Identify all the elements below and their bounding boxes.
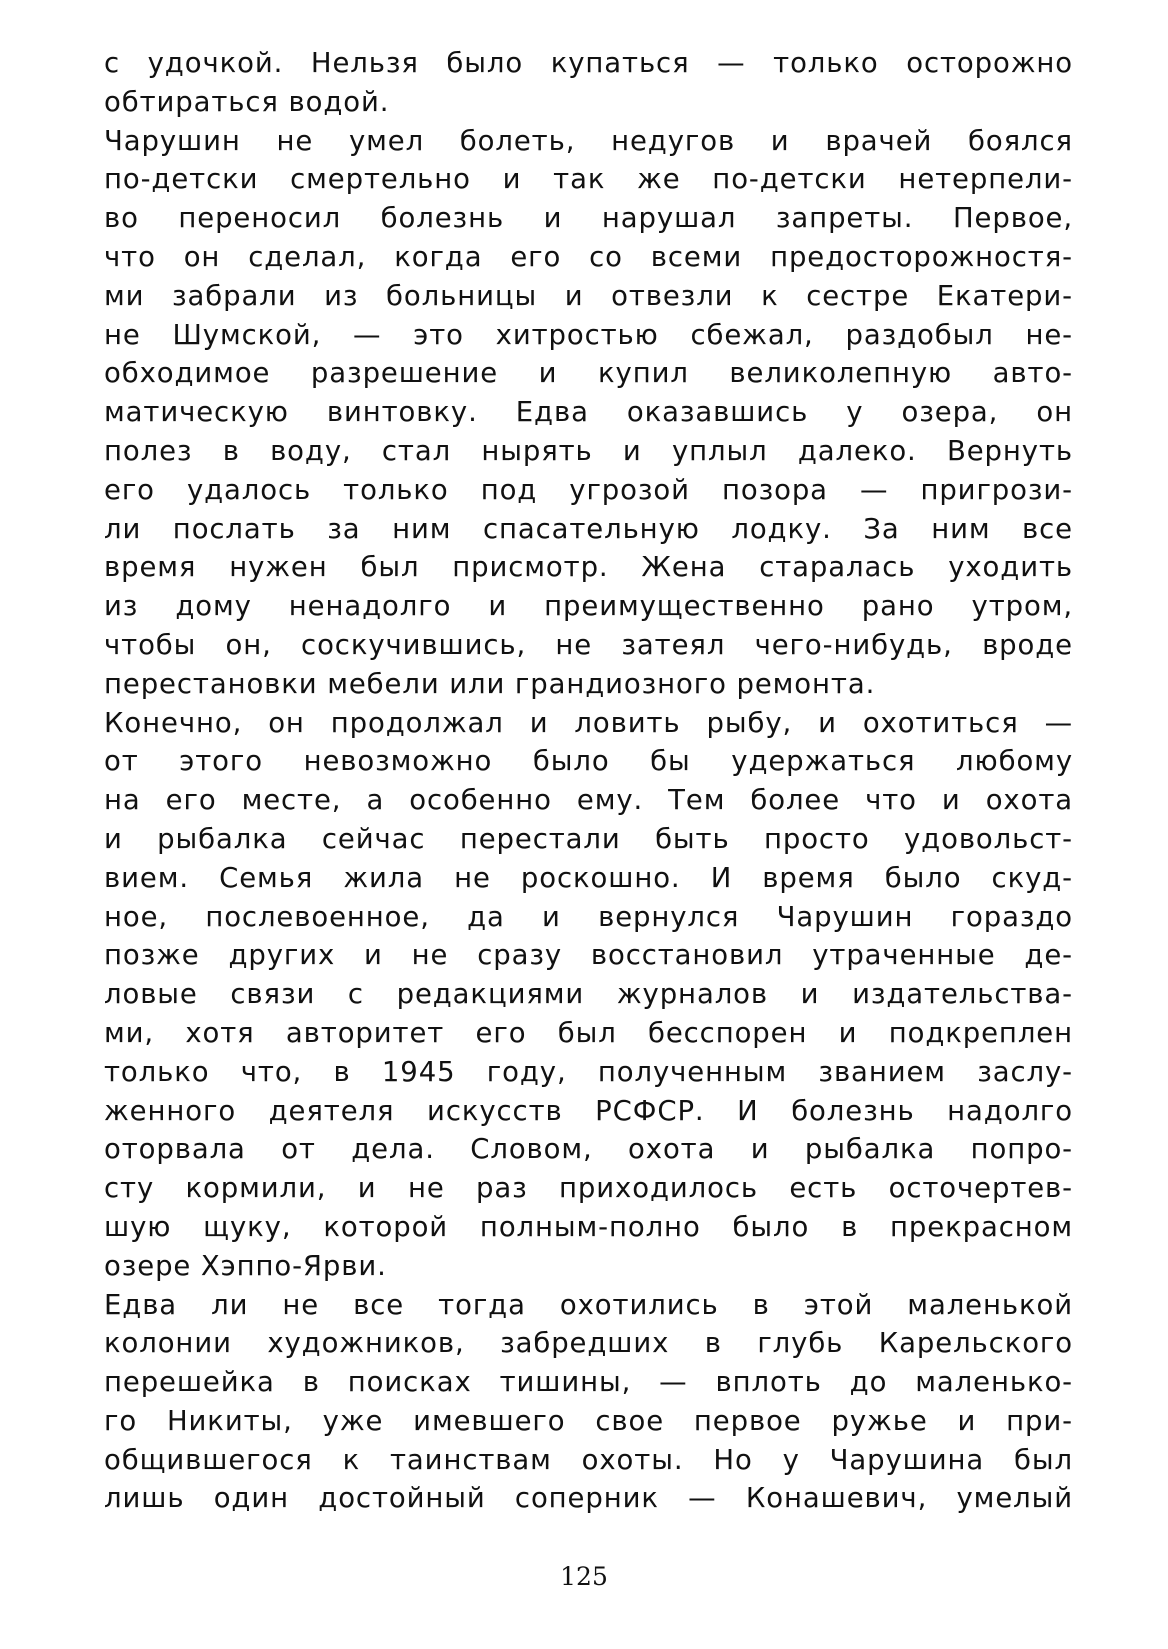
text-line: перешейка в поисках тишины, — вплоть до маленько- (104, 1366, 1073, 1399)
text-line: лишь один достойный соперник — Конашевич, умелый (104, 1482, 1073, 1515)
text-line: полез в воду, стал нырять и уплыл далеко. Вернуть (104, 434, 1073, 467)
body-text (104, 44, 1073, 1518)
text-line: озере Хэппо-Ярви. (104, 1249, 387, 1282)
text-line: перестановки мебели или грандиозного ремонта. (104, 667, 876, 700)
text-line: обходимое разрешение и купил великолепную авто- (104, 357, 1073, 390)
text-line: только что, в 1945 году, полученным званием заслу- (104, 1055, 1073, 1088)
text-line: ли послать за ним спасательную лодку. За ним все (104, 512, 1073, 545)
page-number: 125 (560, 1562, 608, 1591)
text-line: ми, хотя авторитет его был бесспорен и подкреплен (104, 1016, 1073, 1049)
text-line: колонии художников, забредших в глубь Карельского (104, 1327, 1073, 1360)
text-line: ловые связи с редакциями журналов и издательства- (104, 978, 1073, 1011)
text-line: Конечно, он продолжал и ловить рыбу, и охотиться — (104, 706, 1073, 739)
paragraph-4 (104, 1286, 1073, 1519)
text-line: го Никиты, уже имевшего свое первое ружье и при- (104, 1404, 1073, 1437)
text-line: общившегося к таинствам охоты. Но у Чарушина был (104, 1443, 1073, 1476)
text-line: женного деятеля искусств РСФСР. И болезнь надолго (104, 1094, 1073, 1127)
text-line: его удалось только под угрозой позора — пригрози- (104, 473, 1073, 506)
text-line: обтираться водой. (104, 85, 390, 118)
paragraph-2 (104, 122, 1073, 704)
text-line: чтобы он, соскучившись, не затеял чего-нибудь, вроде (104, 628, 1073, 661)
text-line: от этого невозможно было бы удержаться любому (104, 745, 1073, 778)
text-line: позже других и не сразу восстановил утраченные де- (104, 939, 1073, 972)
text-line: шую щуку, которой полным-полно было в прекрасном (104, 1210, 1073, 1243)
text-line: ное, послевоенное, да и вернулся Чарушин гораздо (104, 900, 1073, 933)
text-line: и рыбалка сейчас перестали быть просто удовольст- (104, 822, 1073, 855)
text-line: из дому ненадолго и преимущественно рано утром, (104, 590, 1073, 623)
text-line: что он сделал, когда его со всеми предосторожностя- (104, 240, 1073, 273)
text-line: Едва ли не все тогда охотились в этой маленькой (104, 1288, 1073, 1321)
text-line: по-детски смертельно и так же по-детски нетерпели- (104, 163, 1073, 196)
text-line: не Шумской, — это хитростью сбежал, раздобыл не- (104, 318, 1073, 351)
text-line: с удочкой. Нельзя было купаться — только осторожно (104, 47, 1073, 79)
text-line: сту кормили, и не раз приходилось есть осточертев- (104, 1172, 1073, 1205)
text-line: Чарушин не умел болеть, недугов и врачей боялся (104, 124, 1073, 157)
text-line: матическую винтовку. Едва оказавшись у озера, он (104, 396, 1073, 429)
paragraph-3 (104, 704, 1073, 1286)
paragraph-1 (104, 44, 1073, 122)
text-line: на его месте, а особенно ему. Тем более что и охота (104, 784, 1073, 817)
text-line: во переносил болезнь и нарушал запреты. Первое, (104, 202, 1073, 235)
text-line: оторвала от дела. Словом, охота и рыбалка попро- (104, 1133, 1073, 1166)
text-line: время нужен был присмотр. Жена старалась уходить (104, 551, 1073, 584)
text-line: ми забрали из больницы и отвезли к сестре Екатери- (104, 279, 1073, 312)
text-line: вием. Семья жила не роскошно. И время было скуд- (104, 861, 1073, 894)
